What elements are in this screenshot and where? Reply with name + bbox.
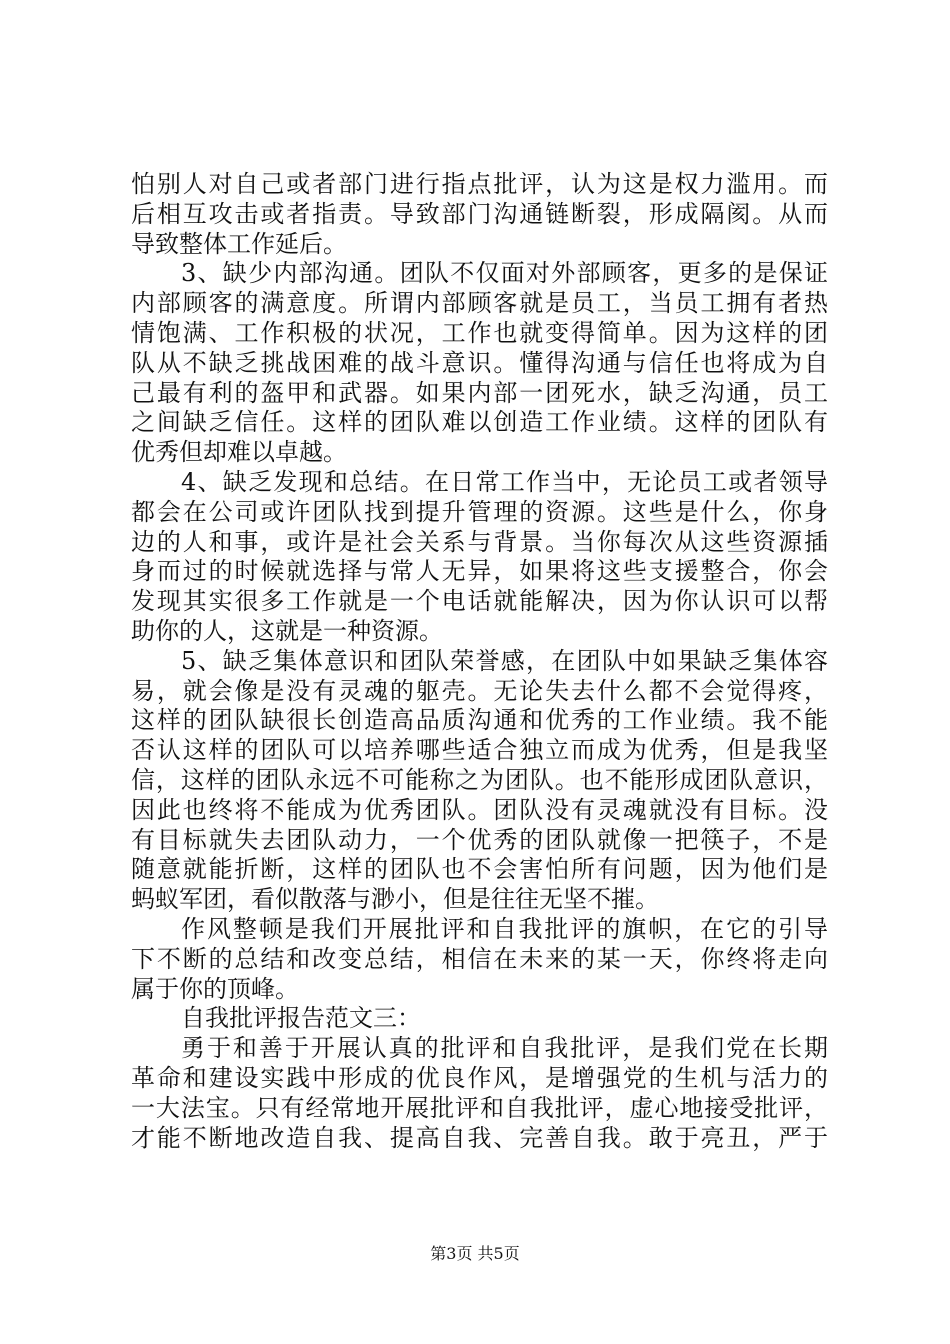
text-line: 后相互攻击或者指责。导致部门沟通链断裂，形成隔阂。从而 [131,199,828,228]
text-line: 才能不断地改造自我、提高自我、完善自我。敢于亮丑，严于 [131,1123,828,1152]
text-line: 有目标就失去团队动力，一个优秀的团队就像一把筷子，不是 [131,825,828,854]
text-line: 怕别人对自己或者部门进行指点批评，认为这是权力滥用。而 [131,170,828,198]
text-line: 革命和建设实践中形成的优良作风，是增强党的生机与活力的 [131,1063,828,1092]
text-line: 发现其实很多工作就是一个电话就能解决，因为你认识可以帮 [131,587,828,616]
text-line: 随意就能折断，这样的团队也不会害怕所有问题，因为他们是 [131,855,828,884]
text-line: 边的人和事，或许是社会关系与背景。当你每次从这些资源插 [131,527,828,556]
text-line: 自我批评报告范文三： [181,1004,421,1033]
text-line: 否认这样的团队可以培养哪些适合独立而成为优秀，但是我坚 [131,736,828,765]
text-line: 4、缺乏发现和总结。在日常工作当中，无论员工或者领导 [181,467,828,496]
text-line: 身而过的时候就选择与常人无异，如果将这些支援整合，你会 [131,557,828,586]
text-line: 一大法宝。只有经常地开展批评和自我批评，虚心地接受批评， [131,1093,828,1122]
text-line: 都会在公司或许团队找到提升管理的资源。这些是什么，你身 [131,497,828,526]
text-line: 这样的团队缺很长创造高品质沟通和优秀的工作业绩。我不能 [131,706,828,735]
document-body [131,170,828,1153]
text-line: 情饱满、工作积极的状况，工作也就变得简单。因为这样的团 [131,318,828,347]
text-line: 3、缺少内部沟通。团队不仅面对外部顾客，更多的是保证 [181,259,828,288]
text-line: 属于你的顶峰。 [131,974,299,1003]
text-line: 蚂蚁军团，看似散落与渺小，但是往往无坚不摧。 [131,885,659,914]
text-line: 勇于和善于开展认真的批评和自我批评，是我们党在长期 [181,1034,828,1063]
text-line: 内部顾客的满意度。所谓内部顾客就是员工，当员工拥有者热 [131,289,828,318]
text-line: 因此也终将不能成为优秀团队。团队没有灵魂就没有目标。没 [131,795,828,824]
text-line: 易，就会像是没有灵魂的躯壳。无论失去什么都不会觉得疼， [131,676,828,705]
text-line: 优秀但却难以卓越。 [131,438,347,467]
page-footer: 第3页 共5页 [430,1244,520,1263]
text-line: 队从不缺乏挑战困难的战斗意识。懂得沟通与信任也将成为自 [131,348,828,377]
text-line: 助你的人，这就是一种资源。 [131,616,443,645]
text-line: 己最有利的盔甲和武器。如果内部一团死水，缺乏沟通，员工 [131,378,828,407]
text-line: 信，这样的团队永远不可能称之为团队。也不能形成团队意识， [131,765,828,794]
text-line: 作风整顿是我们开展批评和自我批评的旗帜，在它的引导 [181,914,828,943]
text-line: 5、缺乏集体意识和团队荣誉感，在团队中如果缺乏集体容 [181,646,828,675]
text-line: 之间缺乏信任。这样的团队难以创造工作业绩。这样的团队有 [131,408,828,437]
text-line: 下不断的总结和改变总结，相信在未来的某一天，你终将走向 [131,944,828,973]
text-line: 导致整体工作延后。 [131,229,347,258]
